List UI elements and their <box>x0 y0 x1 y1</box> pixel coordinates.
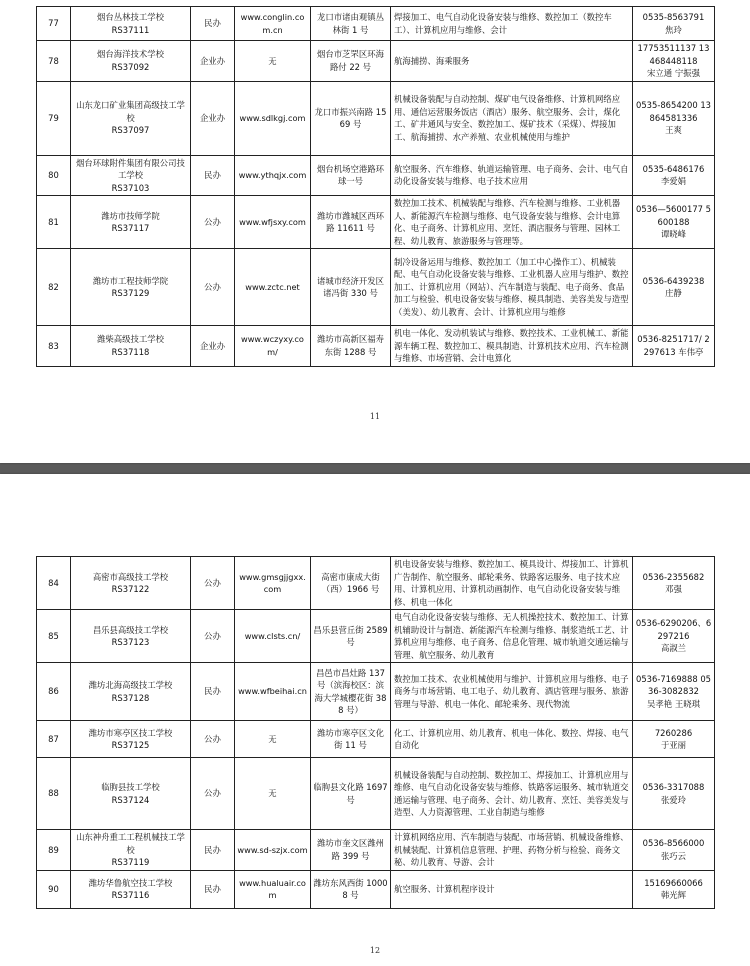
school-type: 公办 <box>204 630 221 641</box>
school-code: RS37111 <box>111 24 150 35</box>
majors-text: 计算机网络应用、汽车制造与装配、市场营销、机械设备维修、机械装配、计算机信息管理、护理、药物分析与检验、商务文秘、幼儿教育、导游、会计 <box>394 832 629 867</box>
contact-cell <box>633 721 715 758</box>
phone-number: 0536-8251717/ 2297613 车伟亭 <box>637 334 710 357</box>
address-cell <box>311 870 391 908</box>
website-cell <box>235 721 311 758</box>
school-code: RS37123 <box>111 637 150 647</box>
majors-cell <box>391 249 633 326</box>
contact-person: 谭晓峰 <box>660 229 687 240</box>
school-name: 烟台海洋技术学校 <box>97 49 164 60</box>
row-number: 80 <box>48 170 59 180</box>
website-cell <box>235 326 311 367</box>
school-type-cell <box>191 663 235 721</box>
school-name: 潍坊华鲁航空技工学校 <box>88 877 173 888</box>
phone-number: 15169660066 <box>644 877 703 888</box>
school-code: RS37125 <box>111 740 150 750</box>
school-code: RS37116 <box>111 890 150 900</box>
school-name-cell <box>71 7 191 41</box>
schools-table <box>36 6 715 367</box>
table-body <box>37 7 715 367</box>
majors-cell <box>391 326 633 367</box>
website-cell <box>235 610 311 663</box>
school-code: RS37129 <box>111 288 150 298</box>
address-cell <box>311 81 391 155</box>
page-number: 11 <box>369 412 381 421</box>
row-number-cell <box>37 41 71 82</box>
table-row <box>37 81 715 155</box>
phone-number: 0536-6290206、6297216 <box>635 618 712 641</box>
school-name: 昌乐县高级技工学校 <box>92 624 169 635</box>
row-number-cell <box>37 326 71 367</box>
phone-number: 0536-7169888 0536-3082832 <box>636 673 711 697</box>
majors-text: 制冷设备运用与维修、数控加工（加工中心操作工）、机械装配、电气自动化设备安装与维修、工业机器人应用与维护、数控加工、计算机应用（网站）、汽车制造与装配、电子商务、食品加工与检验、机电设备安装与维修、模具制造、美容美发与造型（美发）、幼儿教育、会计、计算机应用与维修 <box>394 256 629 317</box>
website-text: 无 <box>268 733 277 744</box>
table-body <box>37 557 715 909</box>
majors-text: 机械设备装配与自动控制、煤矿电气设备维修、计算机网络应用、通信运营服务饭店（酒店）服务、航空服务、会计，煤化工、矿井通风与安全、数控加工、煤矿技术（采煤）、焊接加工、航海捕捞、水产养殖、农业机械使用与维护 <box>394 94 621 142</box>
majors-cell <box>391 557 633 610</box>
phone-number: 17753511137 13468448118 <box>637 43 710 66</box>
website-text: www.sd-szjx.com <box>237 844 308 855</box>
school-code: RS37119 <box>111 857 150 867</box>
school-type-cell <box>191 196 235 249</box>
table-row <box>37 758 715 830</box>
school-type: 公办 <box>204 733 221 744</box>
row-number: 88 <box>48 788 59 799</box>
school-type: 企业办 <box>199 112 226 123</box>
contact-person: 张爱玲 <box>660 794 687 805</box>
address-cell <box>311 557 391 610</box>
website-cell <box>235 7 311 41</box>
website-text: www.conglin.com.cn <box>240 12 305 35</box>
school-code: RS37118 <box>111 346 150 357</box>
school-name-cell <box>71 155 191 196</box>
majors-cell <box>391 41 633 82</box>
website-text: www.zctc.net <box>245 281 300 292</box>
phone-number: 0536-3317088 <box>642 782 705 792</box>
website-text: www.ythqjx.com <box>238 170 307 180</box>
address-text: 临朐县文化路 1697 号 <box>313 782 388 805</box>
phone-number: 0536-8566000 <box>642 838 705 849</box>
contact-person: 韩光辉 <box>660 890 687 900</box>
row-number: 90 <box>48 883 59 894</box>
majors-cell <box>391 830 633 871</box>
school-type: 企业办 <box>199 340 226 351</box>
row-number: 89 <box>48 844 59 855</box>
school-type: 公办 <box>204 788 221 799</box>
contact-cell <box>633 830 715 871</box>
school-name: 烟台环球附件集团有限公司技工学校 <box>76 157 185 180</box>
row-number-cell <box>37 155 71 196</box>
table-row <box>37 326 715 367</box>
school-type: 民办 <box>204 170 221 180</box>
table-row <box>37 41 715 82</box>
contact-person: 张巧云 <box>660 850 687 861</box>
majors-cell <box>391 196 633 249</box>
school-name-cell <box>71 610 191 663</box>
address-text: 潍坊市寒亭区文化街 11 号 <box>317 727 384 750</box>
majors-cell <box>391 870 633 908</box>
school-name-cell <box>71 758 191 830</box>
school-name-cell <box>71 557 191 610</box>
school-name-cell <box>71 81 191 155</box>
address-cell <box>311 155 391 196</box>
row-number-cell <box>37 249 71 326</box>
row-number-cell <box>37 7 71 41</box>
contact-cell <box>633 610 715 663</box>
website-cell <box>235 81 311 155</box>
address-text: 潍坊市高新区福寿东街 1288 号 <box>317 334 384 357</box>
address-cell <box>311 326 391 367</box>
school-type-cell <box>191 830 235 871</box>
table-row <box>37 7 715 41</box>
majors-cell <box>391 663 633 721</box>
row-number-cell <box>37 870 71 908</box>
school-type-cell <box>191 721 235 758</box>
school-type-cell <box>191 7 235 41</box>
phone-number: 0536—5600177 5600188 <box>636 204 711 227</box>
contact-cell <box>633 326 715 367</box>
website-text: www.clsts.cn/ <box>244 630 301 641</box>
website-text: 无 <box>268 55 277 66</box>
school-type: 民办 <box>204 844 221 855</box>
table-row <box>37 557 715 610</box>
website-text: 无 <box>268 788 277 799</box>
phone-number: 0536-6439238 <box>642 275 705 286</box>
row-number-cell <box>37 758 71 830</box>
school-code: RS37122 <box>111 584 150 594</box>
school-name-cell <box>71 326 191 367</box>
school-type-cell <box>191 557 235 610</box>
contact-person: 李爱娟 <box>660 176 687 187</box>
address-cell <box>311 721 391 758</box>
website-cell <box>235 155 311 196</box>
school-name-cell <box>71 721 191 758</box>
row-number: 86 <box>48 686 59 697</box>
school-type-cell <box>191 326 235 367</box>
website-cell <box>235 557 311 610</box>
school-name: 烟台丛林技工学校 <box>97 12 164 22</box>
website-cell <box>235 870 311 908</box>
table-row <box>37 249 715 326</box>
row-number: 83 <box>48 340 59 351</box>
phone-number: 0535-8563791 <box>642 12 705 22</box>
website-cell <box>235 758 311 830</box>
address-text: 昌乐县营丘街 2589 号 <box>313 624 388 647</box>
school-type-cell <box>191 155 235 196</box>
school-type-cell <box>191 249 235 326</box>
table-row <box>37 610 715 663</box>
row-number-cell <box>37 830 71 871</box>
school-type: 民办 <box>204 686 221 697</box>
address-text: 高密市康成大街（西）1966 号 <box>321 571 380 594</box>
contact-cell <box>633 196 715 249</box>
address-text: 昌邑市昌灶路 137 号（滨海校区：滨海大学城樱花街 388 号） <box>314 667 387 715</box>
school-code: RS37103 <box>111 182 150 193</box>
school-name: 潍坊市工程技师学院 <box>92 275 169 286</box>
phone-number: 0536-2355682 <box>642 571 705 582</box>
address-text: 龙口市诸由观镇丛林街 1 号 <box>317 12 384 35</box>
majors-text: 电气自动化设备安装与维修、无人机操控技术、数控加工、计算机辅助设计与制造、新能源汽车检测与维修、制浆造纸工艺、计算机应用与维修、电子商务、信息化管理、城市轨道交通运输与管理、航空服务、幼儿教育 <box>394 612 629 660</box>
website-text: www.wfbeihai.cn <box>238 686 307 697</box>
address-cell <box>311 610 391 663</box>
school-type-cell <box>191 610 235 663</box>
contact-cell <box>633 758 715 830</box>
contact-person: 宋立通 宁振强 <box>647 68 700 78</box>
row-number: 82 <box>48 281 59 292</box>
majors-cell <box>391 7 633 41</box>
document-page-12 <box>0 474 750 966</box>
school-name: 潍柴高级技工学校 <box>97 334 164 345</box>
school-type: 民办 <box>204 18 221 29</box>
page-number: 12 <box>369 946 381 955</box>
address-text: 诸城市经济开发区诸冯街 330 号 <box>317 275 384 298</box>
school-name: 山东神舟重工工程机械技工学校 <box>76 832 185 855</box>
row-number-cell <box>37 196 71 249</box>
contact-person: 于亚丽 <box>660 740 687 750</box>
address-cell <box>311 830 391 871</box>
majors-text: 机械设备装配与自动控制、数控加工、焊接加工、计算机应用与维修、电气自动化设备安装与维修、铁路客运服务、城市轨道交通运输与管理、电子商务、会计、幼儿教育、烹饪、美容美发与造型、人力资源管理、工业自制造与维修 <box>394 769 629 817</box>
website-text: www.wczyxy.com/ <box>241 334 304 357</box>
majors-cell <box>391 610 633 663</box>
majors-text: 化工、计算机应用、幼儿教育、机电一体化、数控、焊接、电气自动化 <box>394 727 629 750</box>
school-name-cell <box>71 663 191 721</box>
website-text: www.wfjsxy.com <box>239 216 306 227</box>
contact-person: 高淑兰 <box>660 643 687 654</box>
website-cell <box>235 196 311 249</box>
schools-table <box>36 556 715 909</box>
contact-cell <box>633 155 715 196</box>
row-number: 77 <box>48 18 59 29</box>
address-cell <box>311 7 391 41</box>
address-text: 潍坊市奎文区潍州路 399 号 <box>317 838 384 861</box>
website-text: www.sdlkgj.com <box>239 112 306 123</box>
row-number-cell <box>37 557 71 610</box>
school-name: 潍坊市寒亭区技工学校 <box>88 727 173 738</box>
row-number: 85 <box>48 630 59 641</box>
majors-text: 航空服务、汽车维修、轨道运输管理、电子商务、会计、电气自动化设备安装与维修、电子技术应用 <box>394 163 629 187</box>
school-type-cell <box>191 41 235 82</box>
school-code: RS37092 <box>111 61 150 72</box>
school-name-cell <box>71 196 191 249</box>
document-page-11 <box>0 0 750 463</box>
school-type-cell <box>191 758 235 830</box>
school-code: RS37128 <box>111 692 150 703</box>
row-number: 84 <box>48 577 59 588</box>
row-number: 81 <box>48 216 59 227</box>
table-row <box>37 721 715 758</box>
address-text: 烟台机场空港路环球一号 <box>317 163 384 187</box>
majors-text: 航空服务、计算机程序设计 <box>394 883 495 894</box>
phone-number: 0535-6486176 <box>642 163 705 174</box>
website-cell <box>235 830 311 871</box>
website-cell <box>235 249 311 326</box>
row-number: 79 <box>48 112 59 123</box>
contact-person: 王爽 <box>665 125 682 136</box>
table-row <box>37 155 715 196</box>
school-name-cell <box>71 249 191 326</box>
majors-cell <box>391 721 633 758</box>
school-name-cell <box>71 41 191 82</box>
school-name: 潍坊北海高级技工学校 <box>88 680 173 690</box>
row-number: 78 <box>48 55 59 66</box>
majors-cell <box>391 81 633 155</box>
website-text: www.gmsgjjgxx.com <box>239 571 306 594</box>
contact-cell <box>633 663 715 721</box>
address-text: 潍坊东风西街 10008 号 <box>313 877 388 900</box>
majors-text: 数控加工技术、农业机械使用与维护、计算机应用与维修、电子商务与市场营销、电工电子、幼儿教育、酒店管理与服务、旅游管理与导游、机电一体化、邮轮乘务、现代物流 <box>394 673 629 709</box>
school-name-cell <box>71 870 191 908</box>
school-type: 民办 <box>204 883 221 894</box>
contact-cell <box>633 870 715 908</box>
school-name: 山东龙口矿业集团高级技工学校 <box>76 100 185 123</box>
address-text: 烟台市芝罘区环海路付 22 号 <box>317 49 384 72</box>
address-cell <box>311 663 391 721</box>
school-name: 高密市高级技工学校 <box>92 571 169 582</box>
website-cell <box>235 41 311 82</box>
school-name-cell <box>71 830 191 871</box>
address-text: 龙口市振兴南路 1569 号 <box>314 106 387 129</box>
contact-cell <box>633 41 715 82</box>
contact-cell <box>633 7 715 41</box>
row-number-cell <box>37 610 71 663</box>
phone-number: 7260286 <box>654 727 693 738</box>
table-row <box>37 663 715 721</box>
address-cell <box>311 758 391 830</box>
school-type: 公办 <box>204 577 221 588</box>
majors-cell <box>391 155 633 196</box>
contact-cell <box>633 557 715 610</box>
row-number-cell <box>37 663 71 721</box>
contact-person: 邓强 <box>665 584 682 594</box>
address-cell <box>311 41 391 82</box>
phone-number: 0535-8654200 13864581336 <box>636 100 711 123</box>
majors-text: 航海捕捞、海乘服务 <box>394 55 470 66</box>
row-number: 87 <box>48 733 59 744</box>
contact-person: 吴孝艳 王晓琪 <box>647 698 700 709</box>
school-type: 企业办 <box>199 55 226 66</box>
table-row <box>37 196 715 249</box>
table-row <box>37 830 715 871</box>
majors-cell <box>391 758 633 830</box>
contact-person: 焦玲 <box>665 24 682 35</box>
website-cell <box>235 663 311 721</box>
school-name: 潍坊市技师学院 <box>101 210 160 221</box>
contact-person: 庄静 <box>665 288 682 298</box>
contact-cell <box>633 249 715 326</box>
school-type: 公办 <box>204 216 221 227</box>
school-code: RS37124 <box>111 794 150 805</box>
school-code: RS37117 <box>111 223 150 233</box>
school-name: 临朐县技工学校 <box>101 782 160 792</box>
majors-text: 焊接加工、电气自动化设备安装与维修、数控加工（数控车工）、计算机应用与维修、会计 <box>394 12 612 35</box>
row-number-cell <box>37 721 71 758</box>
address-text: 潍坊市潍城区西环路 11611 号 <box>317 210 384 233</box>
school-type: 公办 <box>204 281 221 292</box>
address-cell <box>311 196 391 249</box>
row-number-cell <box>37 81 71 155</box>
majors-text: 数控加工技术、机械装配与维修、汽车检测与维修、工业机器人、新能源汽车检测与维修、电气设备安装与维修、会计电算化、电子商务、计算机应用、烹饪、酒店服务与管理、园林工程、幼儿教育、旅游服务与管理等。 <box>394 198 621 246</box>
school-code: RS37097 <box>111 125 150 136</box>
majors-text: 机电设备安装与维修、数控加工、模具设计、焊接加工、计算机广告制作、航空服务、邮轮乘务、铁路客运服务、电子技术应用、计算机应用、计算机动画制作、电气自动化设备安装与维修、机电一体化 <box>394 559 629 607</box>
table-row <box>37 870 715 908</box>
website-text: www.hualuair.com <box>239 877 306 900</box>
school-type-cell <box>191 870 235 908</box>
contact-cell <box>633 81 715 155</box>
school-type-cell <box>191 81 235 155</box>
majors-text: 机电一体化、发动机装试与维修、数控技术、工业机械工、新能源车辆工程、数控加工、模具制造、计算机技术应用、汽车检测与维修、市场营销、会计电算化 <box>394 328 629 363</box>
address-cell <box>311 249 391 326</box>
